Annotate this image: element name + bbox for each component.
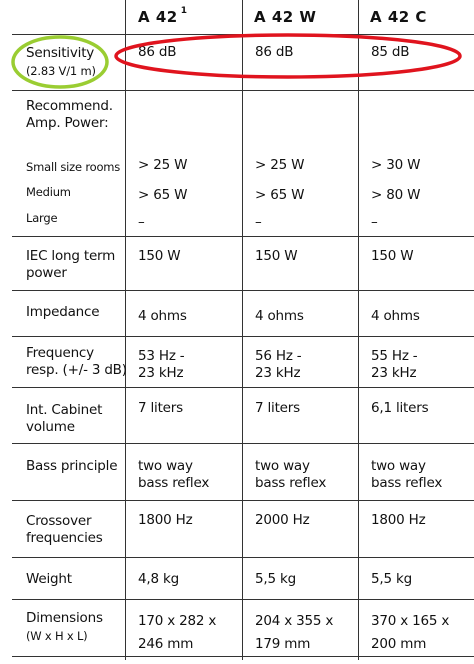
row-label-dimensions: Dimensions bbox=[26, 610, 103, 626]
row-sublabel-large: Large bbox=[26, 211, 58, 225]
cell-iec-a42c: 150 W bbox=[371, 248, 414, 264]
cell-weight-a42w: 5,5 kg bbox=[255, 571, 296, 587]
cell-sensitivity-a42w: 86 dB bbox=[255, 44, 294, 60]
cell-crossover-a42: 1800 Hz bbox=[138, 512, 193, 528]
cell-small-a42c: > 30 W bbox=[371, 157, 421, 173]
row-label-sensitivity: Sensitivity bbox=[26, 45, 95, 61]
cell-volume-a42c: 6,1 liters bbox=[371, 400, 429, 416]
cell-medium-a42: > 65 W bbox=[138, 187, 188, 203]
row-label-amp-power: Recommend. Amp. Power: bbox=[26, 98, 113, 131]
row-label-impedance: Impedance bbox=[26, 304, 100, 320]
row-label-weight: Weight bbox=[26, 571, 72, 587]
row-label-volume: Int. Cabinet volume bbox=[26, 402, 103, 435]
cell-volume-a42: 7 liters bbox=[138, 400, 183, 416]
cell-large-a42w: – bbox=[255, 214, 262, 230]
cell-dimensions-a42c: 370 x 165 x 200 mm bbox=[371, 613, 450, 652]
row-divider bbox=[12, 557, 474, 558]
cell-crossover-a42w: 2000 Hz bbox=[255, 512, 310, 528]
cell-medium-a42c: > 80 W bbox=[371, 187, 421, 203]
row-label-bass: Bass principle bbox=[26, 458, 118, 474]
row-sublabel-dimensions: (W x H x L) bbox=[26, 629, 88, 643]
cell-bass-a42c: two way bass reflex bbox=[371, 458, 443, 491]
cell-impedance-a42c: 4 ohms bbox=[371, 308, 420, 324]
column-header-a42-text: A 42 bbox=[138, 8, 178, 26]
cell-iec-a42: 150 W bbox=[138, 248, 181, 264]
cell-large-a42: – bbox=[138, 214, 145, 230]
cell-iec-a42w: 150 W bbox=[255, 248, 298, 264]
row-sublabel-sensitivity: (2.83 V/1 m) bbox=[26, 64, 96, 78]
row-divider bbox=[12, 656, 474, 657]
row-divider bbox=[12, 443, 474, 444]
row-label-iec: IEC long term power bbox=[26, 248, 116, 281]
row-divider bbox=[12, 500, 474, 501]
cell-bass-a42w: two way bass reflex bbox=[255, 458, 327, 491]
cell-weight-a42: 4,8 kg bbox=[138, 571, 179, 587]
row-divider bbox=[12, 599, 474, 600]
cell-weight-a42c: 5,5 kg bbox=[371, 571, 412, 587]
cell-sensitivity-a42: 86 dB bbox=[138, 44, 177, 60]
column-header-a42w: A 42 W bbox=[254, 8, 317, 26]
row-sublabel-small-rooms: Small size rooms bbox=[26, 160, 121, 174]
cell-large-a42c: – bbox=[371, 214, 378, 230]
cell-frequency-a42c: 55 Hz - 23 kHz bbox=[371, 348, 418, 381]
cell-dimensions-a42w: 204 x 355 x 179 mm bbox=[255, 613, 334, 652]
cell-crossover-a42c: 1800 Hz bbox=[371, 512, 426, 528]
row-divider bbox=[12, 236, 474, 237]
row-divider bbox=[12, 290, 474, 291]
cell-small-a42w: > 25 W bbox=[255, 157, 305, 173]
column-header-a42 bbox=[138, 8, 187, 26]
row-divider bbox=[12, 336, 474, 337]
row-divider bbox=[12, 90, 474, 91]
column-header-a42c: A 42 C bbox=[370, 8, 427, 26]
cell-frequency-a42w: 56 Hz - 23 kHz bbox=[255, 348, 302, 381]
row-divider bbox=[12, 387, 474, 388]
cell-impedance-a42w: 4 ohms bbox=[255, 308, 304, 324]
column-divider-3 bbox=[358, 0, 359, 660]
cell-volume-a42w: 7 liters bbox=[255, 400, 300, 416]
cell-bass-a42: two way bass reflex bbox=[138, 458, 210, 491]
cell-dimensions-a42: 170 x 282 x 246 mm bbox=[138, 613, 217, 652]
footnote-marker: 1 bbox=[180, 6, 188, 16]
cell-impedance-a42: 4 ohms bbox=[138, 308, 187, 324]
row-sublabel-medium: Medium bbox=[26, 185, 71, 199]
row-label-frequency: Frequency resp. (+/- 3 dB) bbox=[26, 345, 127, 378]
cell-frequency-a42: 53 Hz - 23 kHz bbox=[138, 348, 185, 381]
column-divider-1 bbox=[125, 0, 126, 660]
cell-small-a42: > 25 W bbox=[138, 157, 188, 173]
row-divider bbox=[12, 34, 474, 35]
cell-sensitivity-a42c: 85 dB bbox=[371, 44, 410, 60]
cell-medium-a42w: > 65 W bbox=[255, 187, 305, 203]
row-label-crossover: Crossover frequencies bbox=[26, 513, 103, 546]
column-divider-2 bbox=[242, 0, 243, 660]
